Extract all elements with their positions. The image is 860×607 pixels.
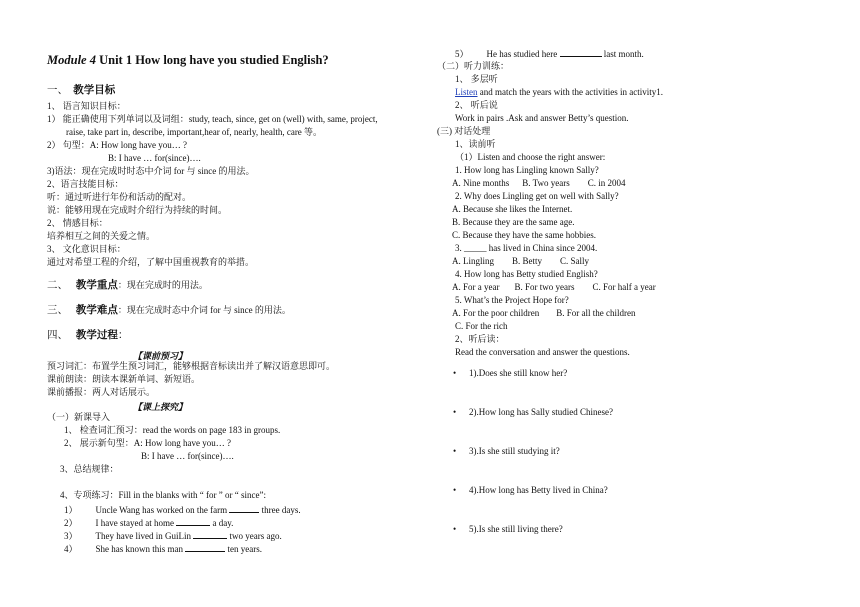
- listen-link[interactable]: Listen: [455, 87, 478, 97]
- exercise-item: [64, 504, 301, 516]
- section-4-number: 四、: [47, 330, 68, 341]
- title-module: Module 4: [47, 53, 96, 67]
- explore-line: 4、专项练习：Fill in the blanks with “ for ” or “ since”:: [60, 490, 266, 500]
- goal-line: 3、 文化意识目标：: [47, 244, 126, 254]
- goal-line: 培养相互之间的关爱之情。: [47, 231, 156, 241]
- section-3-text: ：现在完成时态中介词 for 与 since 的用法。: [117, 305, 291, 315]
- bullet-icon: •: [453, 407, 457, 417]
- section-4-heading: [47, 327, 128, 342]
- option[interactable]: C. in 2004: [587, 178, 626, 188]
- goal-line: B: I have … for(since)….: [108, 153, 201, 163]
- option[interactable]: B. Two years: [522, 178, 570, 188]
- answer-question: 3).Is she still studying it?: [469, 446, 560, 456]
- section-1-heading: [47, 82, 115, 97]
- goal-line: 3)语法：现在完成时时态中介词 for 与 since 的用法。: [47, 166, 255, 176]
- listening-line: [455, 87, 663, 98]
- answer-question: 5).Is she still living there?: [469, 524, 563, 534]
- goal-line: 2、语言技能目标：: [47, 179, 124, 189]
- listening-line: 1、 多层听: [455, 74, 498, 84]
- option[interactable]: A. Because she likes the Internet.: [452, 204, 573, 214]
- option[interactable]: B. Because they are the same age.: [452, 217, 575, 227]
- option[interactable]: B. For all the children: [556, 308, 636, 318]
- section-1-title: 教学目标: [73, 85, 116, 96]
- answer-question: 4).How long has Betty lived in China?: [469, 485, 608, 495]
- goal-line: 1） 能正确使用下列单词以及词组：study, teach, since, get on (well) with, same, project,: [47, 114, 378, 124]
- bullet-icon: •: [453, 524, 457, 534]
- option-row: [452, 256, 589, 267]
- exercise-text: ten years.: [225, 544, 262, 554]
- option[interactable]: B. For two years: [514, 282, 575, 292]
- listening-heading: （二）听力训练：: [437, 61, 510, 71]
- goal-line: raise, take part in, describe, important,hear of, nearly, health, care 等。: [66, 127, 323, 137]
- explore-line: （一）新课导入: [47, 412, 111, 422]
- goal-line: 1、 语言知识目标：: [47, 101, 126, 111]
- exercise-text: I have stayed at home: [95, 518, 177, 528]
- section-3-heading: [47, 302, 291, 317]
- option-row: [452, 282, 656, 293]
- exercise-text: two years ago.: [227, 531, 282, 541]
- goal-line: 2、 情感目标：: [47, 218, 108, 228]
- preview-line: 预习词汇：布置学生预习词汇，能够根据音标读出并了解汉语意思即可。: [47, 361, 336, 371]
- explore-heading: 【课上探究】: [133, 402, 188, 412]
- bullet-icon: •: [453, 485, 457, 495]
- question: 5. What’s the Project Hope for?: [455, 295, 569, 305]
- section-4-text: ：: [117, 330, 129, 341]
- option[interactable]: C. For the rich: [455, 321, 508, 331]
- exercise-text: They have lived in GuiLin: [95, 531, 194, 541]
- exercise-item: [64, 543, 262, 555]
- exercise-number: 2）: [64, 518, 78, 528]
- answer-question: 2).How long has Sally studied Chinese?: [469, 407, 613, 417]
- option-row: [452, 308, 635, 319]
- exercise-text: three days.: [259, 505, 301, 515]
- preview-line: 课前朗读：朗读本课新单词、新短语。: [47, 374, 201, 384]
- fill-blank[interactable]: [193, 530, 227, 539]
- question: 2. Why does Lingling get on well with Sally?: [455, 191, 619, 201]
- goal-line: 通过对希望工程的介绍，了解中国重视教育的举措。: [47, 257, 255, 267]
- question: 1. How long has Lingling known Sally?: [455, 165, 599, 175]
- dialogue-line: 1、读前听: [455, 139, 496, 149]
- fill-blank[interactable]: [185, 543, 225, 552]
- section-2-text: ：现在完成时的用法。: [117, 280, 208, 290]
- exercise-text: a day.: [210, 518, 234, 528]
- listening-instruction: and match the years with the activities in activity1.: [477, 87, 663, 97]
- dialogue-line: 2、听后读：: [455, 334, 505, 344]
- exercise-text: Uncle Wang has worked on the farm: [95, 505, 230, 515]
- exercise-item: [64, 530, 282, 542]
- option[interactable]: C. For half a year: [592, 282, 656, 292]
- fill-blank[interactable]: [229, 504, 259, 513]
- listening-line: 2、 听后说: [455, 100, 498, 110]
- exercise-text: She has known this man: [95, 544, 186, 554]
- exercise-text: last month.: [601, 49, 644, 59]
- bullet-icon: •: [453, 446, 457, 456]
- goal-line: 听：通过听进行年份和活动的配对。: [47, 192, 192, 202]
- explore-line: 2、 展示新句型：A: How long have you… ?: [64, 438, 231, 448]
- preview-line: 课前播报：两人对话展示。: [47, 387, 156, 397]
- option[interactable]: A. For the poor children: [452, 308, 540, 318]
- exercise-number: 5）: [455, 49, 469, 59]
- answer-question: 1).Does she still know her?: [469, 368, 568, 378]
- exercise-text: He has studied here: [486, 49, 560, 59]
- exercise-number: 1）: [64, 505, 78, 515]
- explore-line: 3、总结规律：: [60, 464, 119, 474]
- question: 3. _____ has lived in China since 2004.: [455, 243, 598, 253]
- option[interactable]: A. For a year: [452, 282, 500, 292]
- option-row: [452, 178, 625, 189]
- option[interactable]: C. Because they have the same hobbies.: [452, 230, 596, 240]
- section-3-number: 三、: [47, 305, 68, 316]
- explore-line: B: I have … for(since)….: [141, 451, 234, 461]
- page-title: [47, 53, 329, 68]
- section-2-number: 二、: [47, 280, 68, 291]
- title-rest: Unit 1 How long have you studied English?: [95, 53, 329, 67]
- dialogue-line: （1）Listen and choose the right answer:: [455, 152, 606, 162]
- goal-line: 说：能够用现在完成时介绍行为持续的时间。: [47, 205, 228, 215]
- dialogue-line: Read the conversation and answer the questions.: [455, 347, 630, 357]
- section-1-number: 一、: [47, 85, 68, 96]
- section-3-title: 教学难点: [75, 305, 118, 316]
- dialogue-heading: (三) 对话处理: [437, 126, 491, 136]
- question: 4. How long has Betty studied English?: [455, 269, 598, 279]
- bullet-icon: •: [453, 368, 457, 378]
- listening-line: Work in pairs .Ask and answer Betty’s question.: [455, 113, 629, 123]
- section-2-title: 教学重点: [75, 280, 118, 291]
- option[interactable]: A. Nine months: [452, 178, 510, 188]
- section-4-title: 教学过程: [75, 330, 118, 341]
- exercise-number: 4）: [64, 544, 78, 554]
- option[interactable]: B. Betty: [512, 256, 543, 266]
- exercise-number: 3）: [64, 531, 78, 541]
- exercise-item: [455, 48, 644, 60]
- exercise-item: [64, 517, 233, 529]
- goal-line: 2） 句型：A: How long have you… ?: [47, 140, 187, 150]
- fill-blank[interactable]: [560, 48, 602, 57]
- section-2-heading: [47, 277, 208, 292]
- option[interactable]: C. Sally: [560, 256, 590, 266]
- explore-line: 1、 检查词汇预习：read the words on page 183 in groups.: [64, 425, 281, 435]
- fill-blank[interactable]: [176, 517, 210, 526]
- preview-heading: 【课前预习】: [133, 351, 188, 361]
- option[interactable]: A. Lingling: [452, 256, 494, 266]
